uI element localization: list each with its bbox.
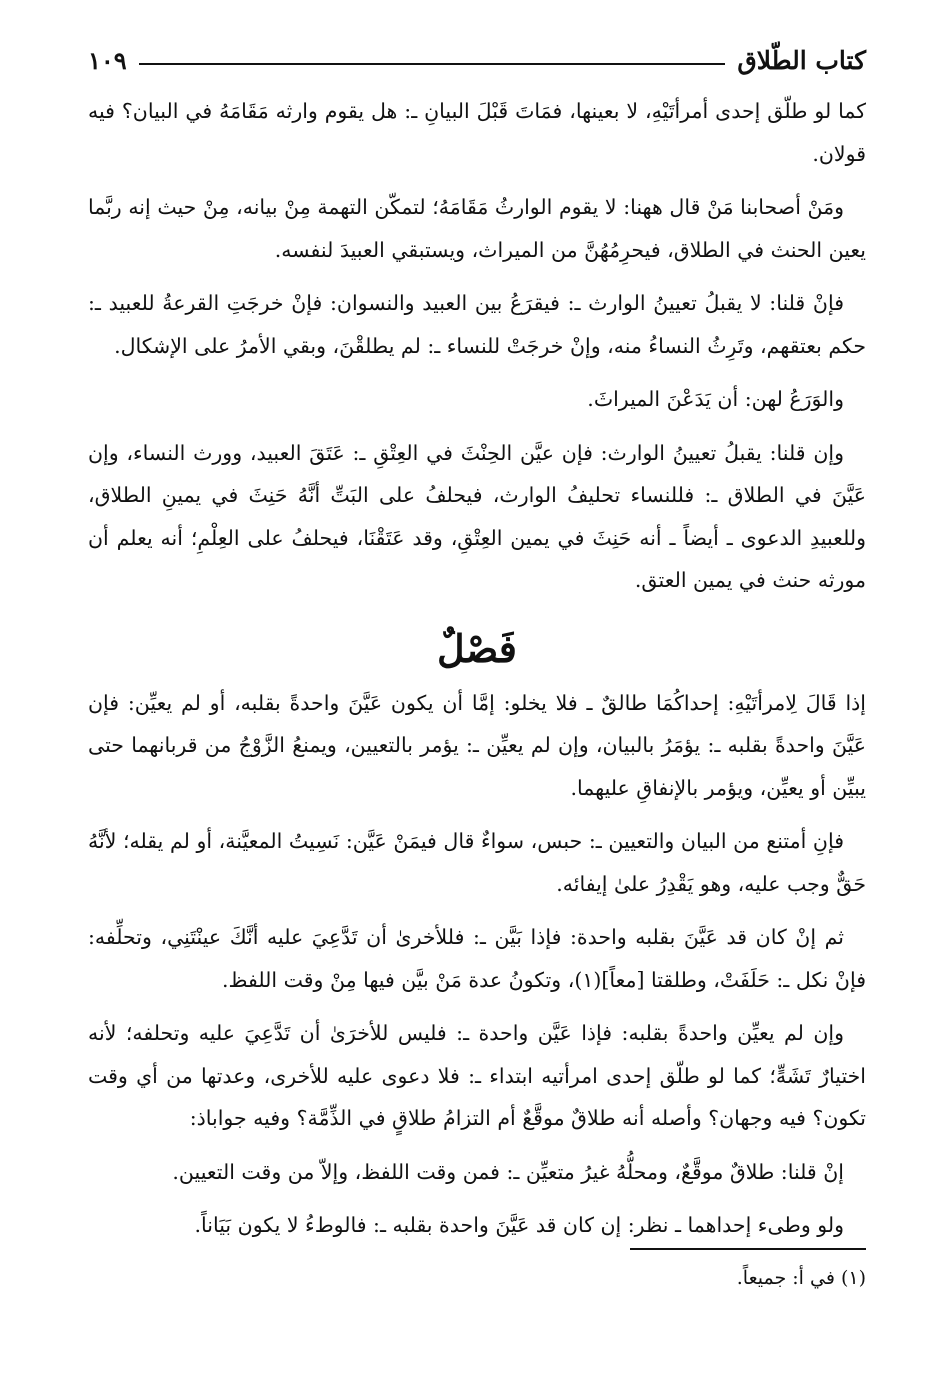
header-rule <box>139 63 726 65</box>
running-header <box>88 38 866 82</box>
paragraph: والوَرَعُ لهن: أن يَدَعْنَ الميراثَ. <box>587 387 844 411</box>
body-text <box>88 90 866 1247</box>
footnote-rule <box>630 1248 866 1250</box>
page-number: ١٠٩ <box>88 45 127 75</box>
section-heading: فَصْلٌ <box>437 625 517 671</box>
section-paragraph: إذا قَالَ لِامرأتَيْهِ: إحداكُمَا طالقٌ ـ فلا يخلو: إمَّا أن يكون عَيَّنَ واحدةً بقلبه، أو لم يعيِّن: فإن عَيَّنَ واحدةً بقلبه ـ: يؤمَرُ بالبيان، وإن لم يعيِّن ـ: يؤمر بالتعيين، ويمنعُ الزَّوْجُ من قربانهما حتى يبيِّن أو يعيِّن، ويؤمر بالإنفاقِ عليهما. <box>88 690 866 800</box>
paragraph: كما لو طلّق إحدى أمرأتَيْهِ، لا بعينها، فمَاتَ قَبْلَ البيانِ ـ: هل يقوم وارثه مَقَامَهُ في البيان؟ فيه قولان. <box>88 99 866 166</box>
paragraph: وإن قلنا: يقبلُ تعيينُ الوارث: فإن عيَّن الحِنْثَ في العِتْقِ ـ: عَتَقَ العبيد، وورث النساء، وإن عَيَّنَ في الطلاق ـ: فللنساء تحليفُ الوارث، فيحلفُ على البَتِّ أنَّهُ حَنِثَ في يمينِ الطلاق، وللعبيدِ الدعوى ـ أيضاً ـ أنه حَنِثَ في يمين العِتْقِ، وقد عَتَقْنَا، فيحلفُ على العِلْمِ؛ أنه يعلم أن مورثه حنث في يمين العتق. <box>88 440 867 592</box>
section-paragraph: إنْ قلنا: طلاقٌ موقَّعٌ، ومحلُّهُ غيرُ متعيِّن ـ: فمن وقت اللفظ، وإلاّ من وقت التعيين. <box>172 1159 844 1184</box>
section-paragraph: ثم إنْ كان قد عَيَّنَ بقلبه واحدة: فإذا بَيَّن ـ: فللأخرىٰ أن تَدَّعِيَ عليه أنَّكَ عينْتَنِي، وتحلِّفه: فإنْ نكل ـ: حَلَفَتْ، وطلقتا [معاً](١)، وتكونُ عدة مَنْ بيَّن فيها مِنْ وقت اللفظ. <box>88 925 866 992</box>
section-paragraph: فإنِ أمتنع من البيان والتعيين ـ: حبس، سواءٌ قال فيمَنْ عَيَّن: نَسِيتُ المعيَّنة، أو لم يقله؛ لأنَّهُ حَقٌّ وجب عليه، وهو يَقْدِرُ علىٰ إيفائه. <box>88 829 866 896</box>
footnote: (١) في أ: جميعاً. <box>736 1267 866 1289</box>
paragraph: فإنْ قلنا: لا يقبلُ تعيينُ الوارث ـ: فيقرَعُ بين العبيد والنسوان: فإنْ خرجَتِ القرعةُ للعبيد ـ: حكم بعتقهم، وتَرِثُ النساءُ منه، وإنْ خرجَتْ للنساء ـ: لم يطلقْنَ، وبقي الأمرُ على الإشكال. <box>88 291 866 358</box>
paragraph: ومَنْ أصحابنا مَنْ قال ههنا: لا يقوم الوارثُ مَقَامَهُ؛ لتمكّن التهمة مِنْ بيانه، مِنْ حيث إنه ربَّما يعين الحنث في الطلاق، فيحرِمُهُنَّ من الميراث، ويستبقي العبيدَ لنفسه. <box>88 195 866 262</box>
running-title: كتاب الطّلاق <box>737 45 866 75</box>
section-paragraph: وإن لم يعيِّن واحدةً بقلبه: فإذا عَيَّن واحدة ـ: فليس للأخرَىٰ أن تَدَّعِيَ عليه وتحلفه؛ لأنه اختيارٌ تَشَهٍّ؛ كما لو طلّق إحدى امرأتيه ابتداء ـ: فلا دعوى عليه للأخرى، وعدتها من أي وقت تكون؟ فيه وجهان؟ وأصله أنه طلاقٌ موقَّعٌ أم التزامُ طلاقٍ في الذِّمَّة؟ وفيه جواباذ: <box>88 1021 866 1130</box>
section-paragraph: ولو وطىء إحداهما ـ نظر: إن كان قد عَيَّنَ واحدة بقلبه ـ: فالوطءُ لا يكون بَيَاناً. <box>194 1213 844 1237</box>
book-page <box>88 38 866 1358</box>
